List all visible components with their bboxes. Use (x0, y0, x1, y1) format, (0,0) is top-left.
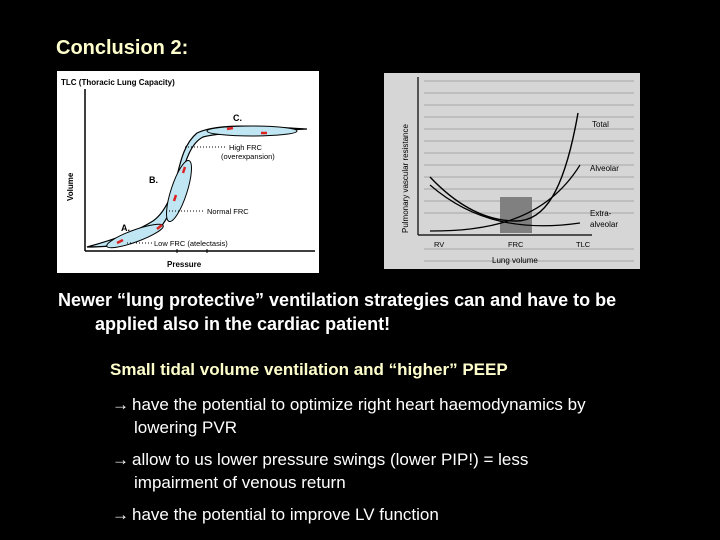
arrow-right-icon: → (112, 450, 129, 469)
flow-arrow (227, 128, 233, 129)
extra-label: Extra- (590, 209, 612, 218)
volume-axis-label: Volume (66, 172, 75, 201)
bullet-item (112, 448, 528, 494)
frc-highlight (500, 197, 532, 233)
sub-heading: Small tidal volume ventilation and “higher” PEEP (110, 360, 508, 379)
point-a-label: A. (121, 223, 130, 233)
alveolar-label: Alveolar (590, 164, 619, 173)
pressure-volume-figure (57, 71, 319, 273)
bullet-line-1: have the potential to improve LV function (132, 505, 439, 524)
tick-tlc: TLC (576, 240, 591, 249)
total-label: Total (592, 120, 609, 129)
pressure-axis-label: Pressure (167, 260, 202, 269)
bullet-item (112, 393, 586, 439)
high-frc-note: (overexpansion) (221, 152, 275, 161)
slide-title: Conclusion 2: (56, 37, 189, 59)
pvr-axis-label: Pulmonary vascular resistance (401, 124, 410, 233)
bullet-line-2: lowering PVR (134, 418, 237, 437)
point-c-label: C. (233, 113, 242, 123)
arrow-right-icon: → (112, 505, 129, 524)
arrow-right-icon: → (112, 395, 129, 414)
pvr-figure (384, 73, 640, 269)
tlc-label: TLC (Thoracic Lung Capacity) (61, 78, 175, 87)
tick-frc: FRC (508, 240, 524, 249)
bullet-line-1: allow to us lower pressure swings (lower PIP!) = less (132, 450, 529, 469)
lung-volume-label: Lung volume (492, 256, 538, 265)
bullet-line-1: have the potential to optimize right heart haemodynamics by (132, 395, 586, 414)
high-frc-label: High FRC (229, 143, 262, 152)
low-frc-label: Low FRC (atelectasis) (154, 239, 228, 248)
alveolar-sub-label: alveolar (590, 220, 619, 229)
normal-frc-label: Normal FRC (207, 207, 249, 216)
point-b-label: B. (149, 175, 158, 185)
main-statement (58, 288, 708, 336)
pv-loop (87, 126, 307, 247)
loop-c (207, 126, 297, 136)
main-line-2: applied also in the cardiac patient! (95, 314, 391, 334)
bullet-item (112, 503, 439, 526)
tick-rv: RV (434, 240, 445, 249)
bullet-line-2: impairment of venous return (134, 473, 346, 492)
main-line-1: Newer “lung protective” ventilation strategies can and have to be (58, 290, 617, 310)
